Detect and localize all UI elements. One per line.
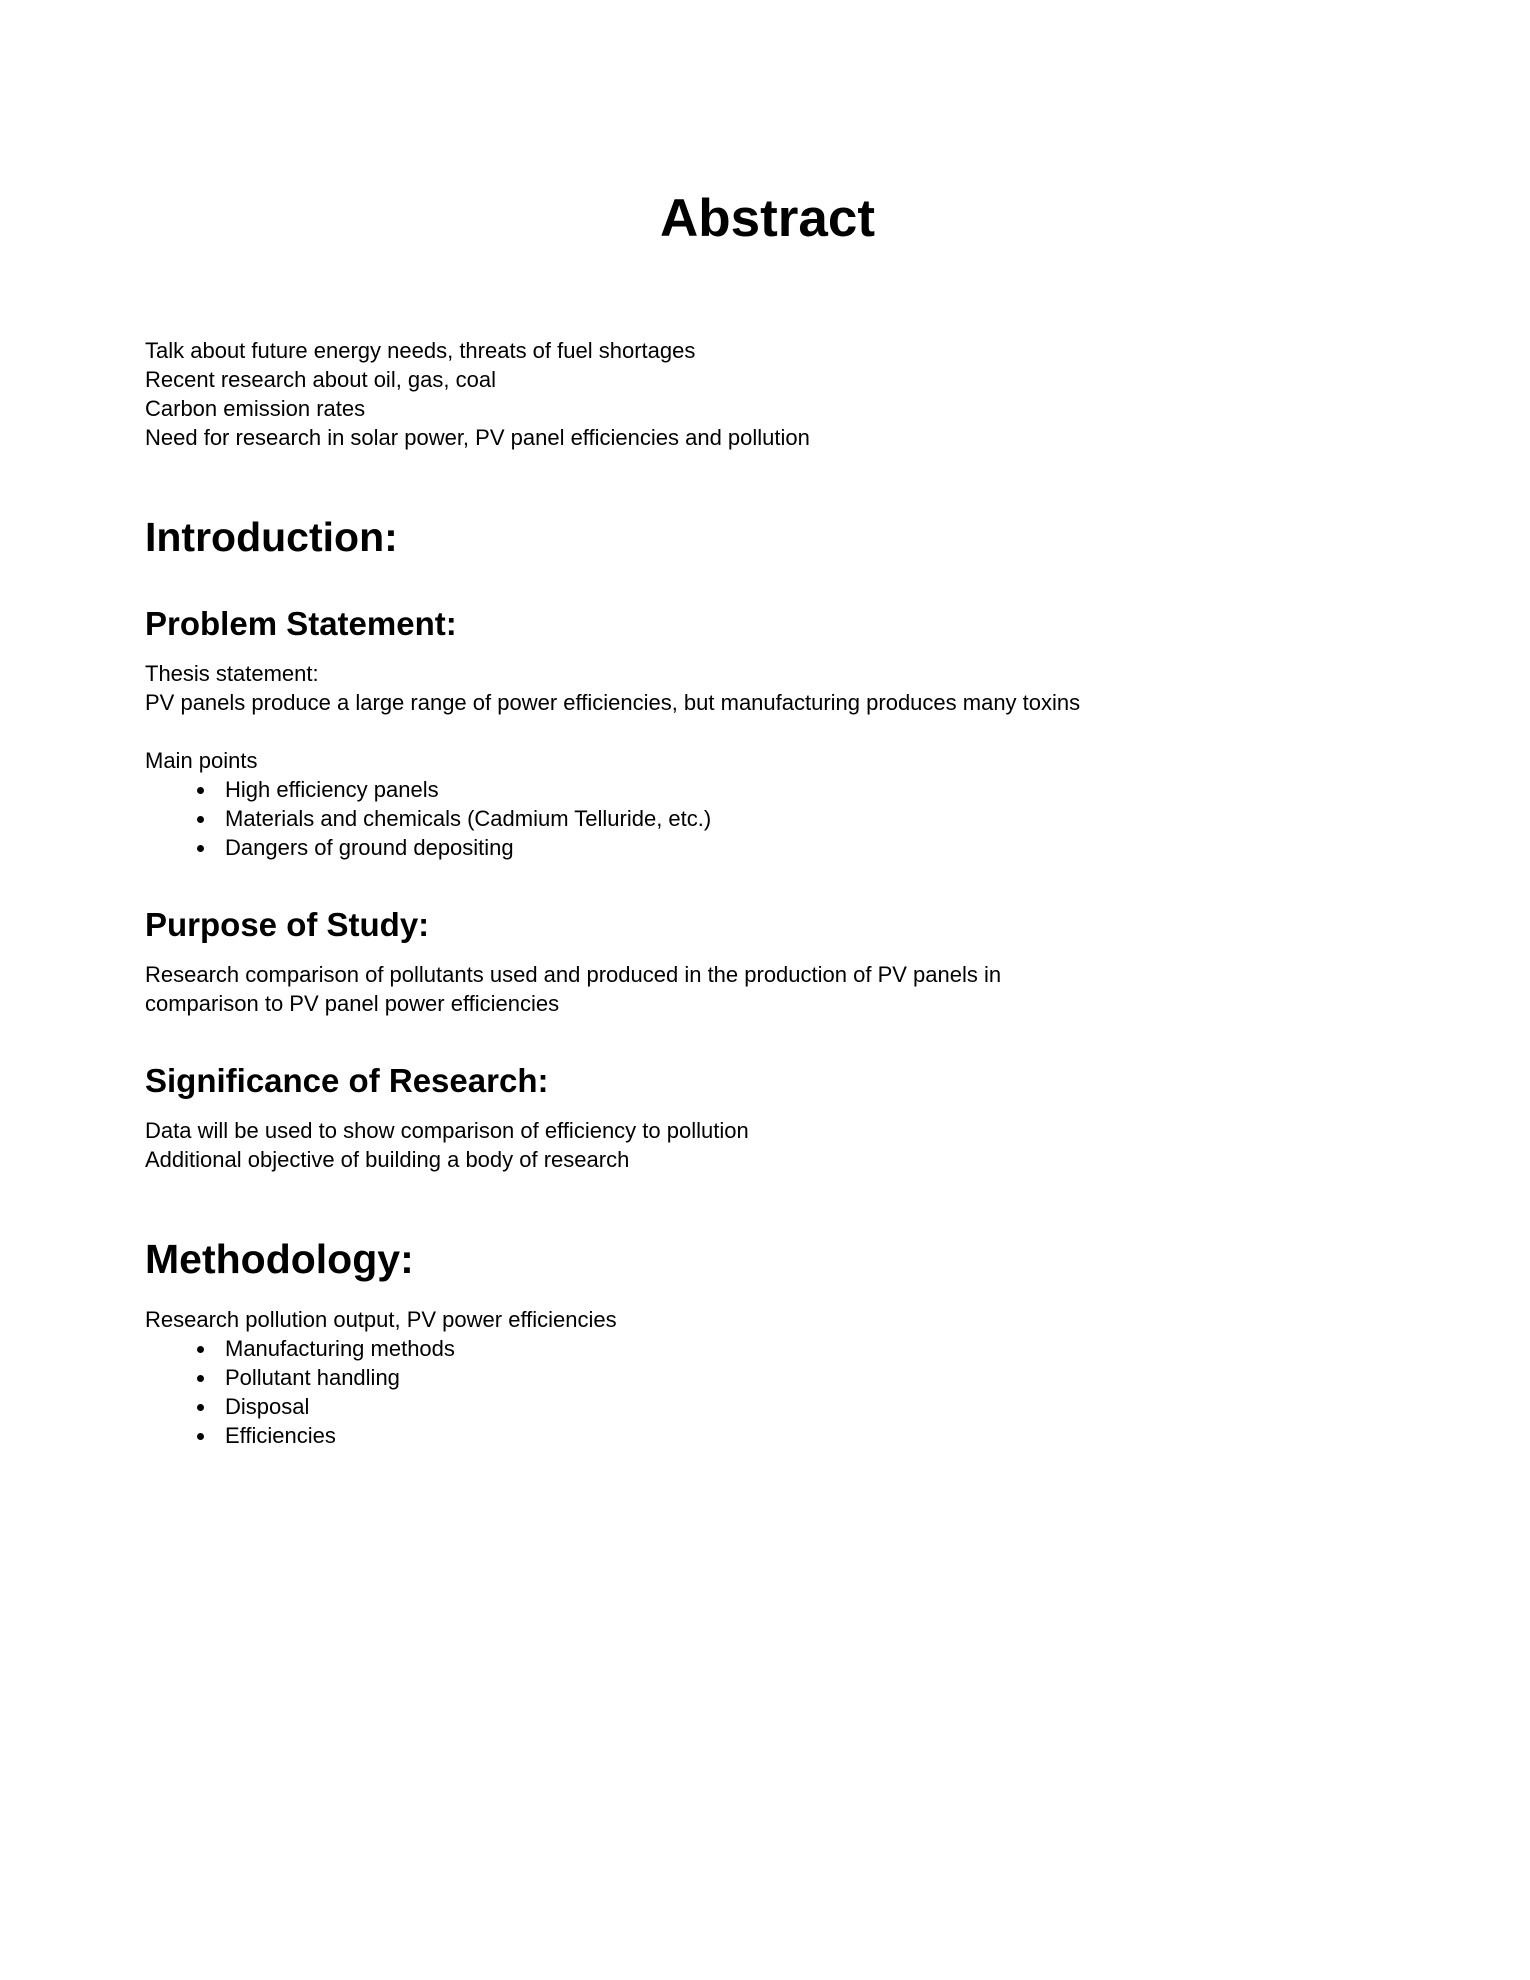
problem-statement-bullet-list: [145, 775, 1390, 862]
paragraph-line: Need for research in solar power, PV panel efficiencies and pollution: [145, 425, 810, 451]
section-heading-methodology: Methodology:: [145, 1236, 414, 1283]
paragraph-line: Additional objective of building a body of research: [145, 1147, 630, 1173]
bullet-item: • Manufacturing methods: [217, 1334, 1390, 1363]
main-points-label: Main points: [145, 748, 258, 774]
purpose-paragraph: [145, 960, 1390, 1018]
problem-statement-paragraph: [145, 659, 1390, 862]
paragraph-line: Carbon emission rates: [145, 396, 366, 422]
significance-paragraph: [145, 1116, 1390, 1174]
heading-significance-of-research: Significance of Research:: [145, 1062, 549, 1100]
methodology-bullet-list: [145, 1334, 1390, 1450]
bullet-item: • Disposal: [217, 1392, 1390, 1421]
paragraph-line: Thesis statement:: [145, 661, 319, 687]
paragraph-line: Data will be used to show comparison of efficiency to pollution: [145, 1118, 749, 1144]
page-title: Abstract: [659, 189, 875, 248]
bullet-item: • High efficiency panels: [217, 775, 1390, 804]
abstract-paragraph: [145, 336, 1390, 452]
bullet-item: • Efficiencies: [217, 1421, 1390, 1450]
paragraph-line: Research pollution output, PV power efficiencies: [145, 1307, 617, 1333]
bullet-item: • Materials and chemicals (Cadmium Telluride, etc.): [217, 804, 1390, 833]
paragraph-line: Talk about future energy needs, threats of fuel shortages: [145, 338, 696, 364]
section-heading-introduction: Introduction:: [145, 514, 398, 561]
heading-purpose-of-study: Purpose of Study:: [145, 906, 430, 944]
paragraph-line: Research comparison of pollutants used and produced in the production of PV panels in: [145, 962, 1002, 988]
blank-line: [145, 717, 1390, 746]
paragraph-line: PV panels produce a large range of power efficiencies, but manufacturing produces many toxins: [145, 690, 1081, 716]
paragraph-line: comparison to PV panel power efficiencies: [145, 991, 560, 1017]
paragraph-line: Recent research about oil, gas, coal: [145, 367, 496, 393]
bullet-item: • Pollutant handling: [217, 1363, 1390, 1392]
methodology-paragraph: [145, 1305, 1390, 1450]
bullet-item: • Dangers of ground depositing: [217, 833, 1390, 862]
heading-problem-statement: Problem Statement:: [145, 605, 457, 643]
